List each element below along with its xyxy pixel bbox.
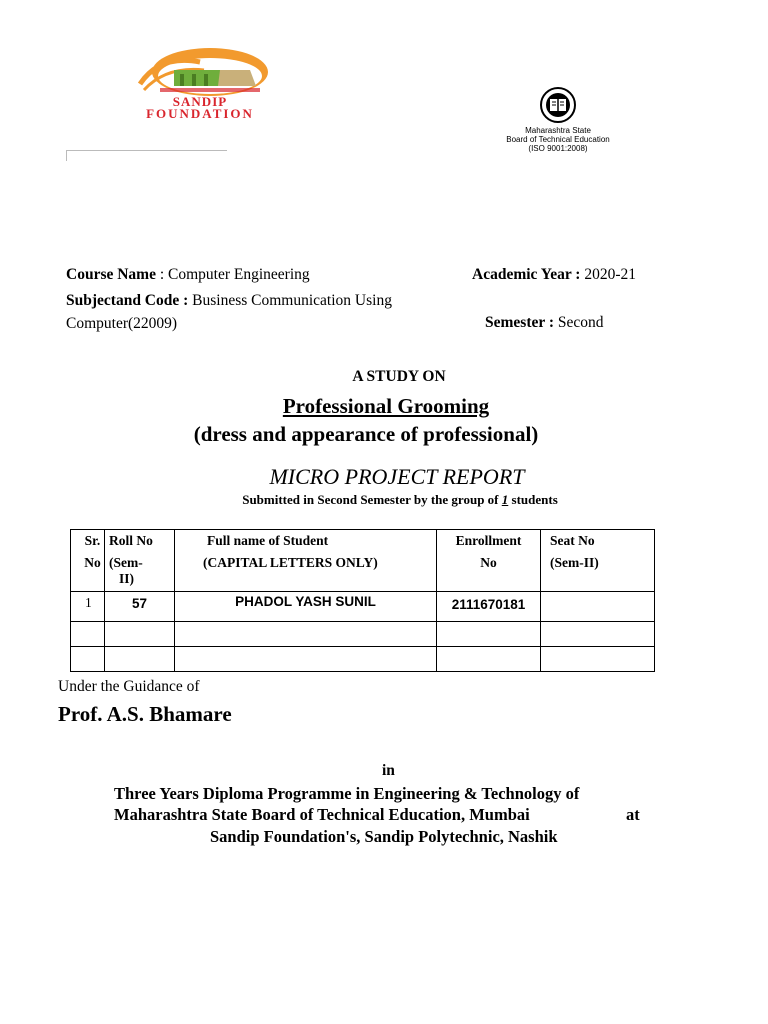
semester-value: Second	[554, 314, 604, 331]
submitted-line	[0, 492, 768, 508]
header-enroll-line2: No	[480, 555, 497, 570]
cell-roll	[105, 622, 175, 647]
foundation-logo-text: FOUNDATION	[146, 106, 254, 121]
cell-sr	[71, 647, 105, 672]
cell-seat	[541, 622, 655, 647]
programme-line2: Maharashtra State Board of Technical Education, Mumbai	[114, 805, 530, 824]
submitted-suffix: students	[508, 492, 558, 507]
report-topic-title: Professional Grooming	[282, 394, 490, 418]
cell-enrollment	[437, 622, 541, 647]
micro-project-title: MICRO PROJECT REPORT	[269, 464, 525, 489]
cell-name	[175, 622, 437, 647]
submitted-prefix: Submitted in Second Semester by the group of	[242, 492, 502, 507]
study-on-heading: A STUDY ON	[352, 368, 446, 385]
cell-roll: 57	[105, 592, 175, 622]
programme-line3: Sandip Foundation's, Sandip Polytechnic, Nashik	[210, 827, 558, 846]
cell-seat	[541, 647, 655, 672]
cell-enrollment: 2111670181	[437, 592, 541, 622]
msbte-name-line2: Board of Technical Education	[506, 135, 610, 144]
table-row	[71, 622, 655, 647]
msbte-emblem-icon	[539, 86, 577, 124]
corner-mark	[66, 150, 227, 161]
guide-name: Prof. A.S. Bhamare	[58, 702, 232, 726]
msbte-iso-line: (ISO 9001:2008)	[528, 144, 588, 153]
header-enrollment-no	[437, 530, 541, 592]
header-enroll-line1: Enrollment	[455, 533, 522, 548]
cell-enrollment	[437, 647, 541, 672]
header-sr-no	[71, 530, 105, 592]
students-table	[70, 529, 655, 672]
academic-year-value: 2020-21	[580, 266, 637, 283]
course-name-label: Course Name	[66, 266, 156, 283]
course-name-value: : Computer Engineering	[155, 266, 310, 283]
header-roll-line1: Roll No	[109, 533, 153, 548]
table-header-row	[71, 530, 655, 592]
subject-value-line1: Business Communication Using	[188, 292, 392, 309]
sandip-emblem-icon	[100, 44, 300, 100]
header-seat-no	[541, 530, 655, 592]
header-roll-line3: II)	[119, 571, 135, 586]
programme-line1: Three Years Diploma Programme in Engineering & Technology of	[114, 784, 580, 803]
course-name-line	[66, 266, 310, 284]
msbte-name-line1: Maharashtra State	[525, 126, 591, 135]
semester-line	[485, 314, 604, 332]
header-full-name	[175, 530, 437, 592]
sandip-logo-text: SANDIP	[172, 94, 228, 109]
table-row	[71, 592, 655, 622]
academic-year-line	[472, 266, 636, 284]
subject-line	[66, 292, 392, 310]
header-seat-line2: (Sem-II)	[550, 555, 599, 570]
semester-label: Semester :	[485, 314, 555, 331]
header-name-line1: Full name of Student	[207, 533, 329, 548]
msbte-logo	[494, 86, 622, 162]
subject-value-line2: Computer(22009)	[66, 315, 178, 332]
header-name-line2: (CAPITAL LETTERS ONLY)	[203, 555, 378, 570]
header-roll-no	[105, 530, 175, 592]
group-count: 1	[501, 492, 509, 507]
academic-year-label: Academic Year :	[472, 266, 581, 283]
guidance-label: Under the Guidance of	[58, 678, 200, 695]
subject-label: Subjectand Code :	[66, 292, 189, 309]
header-seat-line1: Seat No	[550, 533, 595, 548]
cell-name: PHADOL YASH SUNIL	[175, 592, 437, 622]
cell-seat	[541, 592, 655, 622]
programme-line2-at: at	[626, 805, 640, 824]
cell-roll	[105, 647, 175, 672]
header-sr-line1: Sr.	[84, 533, 101, 548]
sandip-foundation-logo	[100, 44, 300, 122]
cell-sr	[71, 622, 105, 647]
header-sr-line2: No	[84, 555, 101, 570]
header-roll-line2: (Sem-	[109, 555, 143, 570]
cell-name	[175, 647, 437, 672]
cell-sr: 1	[71, 592, 105, 622]
report-topic-subtitle: (dress and appearance of professional)	[193, 422, 539, 446]
table-row	[71, 647, 655, 672]
in-word: in	[382, 762, 395, 779]
